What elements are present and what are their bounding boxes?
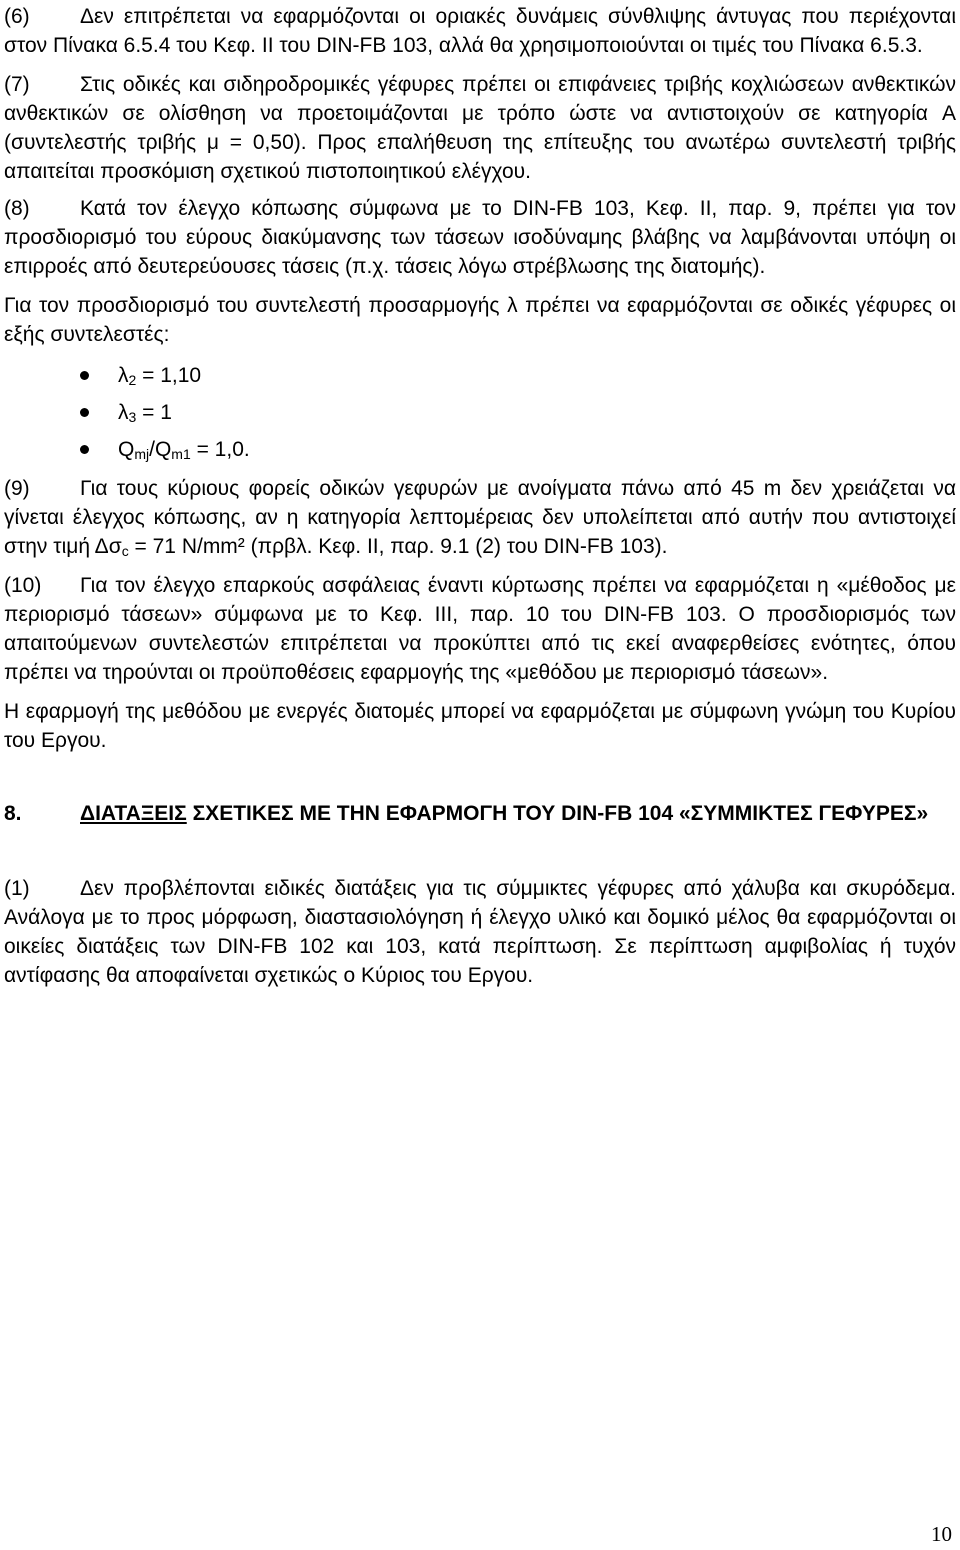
paragraph-text: Δεν προβλέπονται ειδικές διατάξεις για τις σύμμικτες γέφυρες από χάλυβα και σκυρόδεμα. Ανάλογα με το προς μόρφωση, διαστασιολόγηση ή έλεγχο υλικό και δομικό μέλος θα εφαρμόζονται οι οικείες διατάξεις των DIN-FB 102 και 103, κατά περίπτωση. Σε περίπτωση αμφιβολίας ή τυχόν αντίφασης θα αποφαίνεται σχετικώς ο Κύριος του Εργου. (4, 877, 956, 987)
paragraph-text: Κατά τον έλεγχο κόπωσης σύμφωνα με το DIN-FB 103, Κεφ. II, παρ. 9, πρέπει για τον προσδιορισμό του εύρους διακύμανσης των τάσεων ισοδύναμης βλάβης να λαμβάνονται υπόψη οι επιρροές από δευτερεύουσες τάσεις (π.χ. τάσεις λόγω στρέβλωσης της διατομής). (4, 197, 956, 278)
symbol: Q (118, 438, 135, 461)
value: = 1,10 (136, 364, 202, 387)
paragraph-number: (6) (4, 5, 30, 28)
bullet-icon (80, 445, 89, 454)
paragraph-number: (10) (4, 574, 42, 597)
paragraph-effective-sections: Η εφαρμογή της μεθόδου με ενεργές διατομές μπορεί να εφαρμόζεται με σύμφωνη γνώμη του Κυρίου του Εργου. (4, 700, 956, 752)
paragraph-number: (1) (4, 877, 30, 900)
subscript: c (121, 543, 129, 559)
bullet-icon (80, 371, 89, 380)
paragraph-text: Στις οδικές και σιδηροδρομικές γέφυρες πρέπει οι επιφάνειες τριβής κοχλιώσεων ανθεκτικών ανθεκτικών σε ολίσθηση να προετοιμάζονται με τρόπο ώστε να αντιστοιχούν σε κατηγορία A (συντελεστής τριβής μ = 0,50). Προς επαλήθευση της επίτευξης του ανωτέρω συντελεστή τριβής απαιτείται προσκόμιση σχετικού πιστοποιητικού ελέγχου. (4, 73, 956, 183)
paragraph-8 (4, 194, 956, 281)
subscript: 2 (128, 372, 137, 388)
list-item (4, 431, 956, 468)
paragraph-composite-1 (4, 874, 956, 990)
section-title-rest: ΣΧΕΤΙΚΕΣ ΜΕ ΤΗΝ ΕΦΑΡΜΟΓΗ ΤΟΥ DIN-FB 104 «ΣΥΜΜΙΚΤΕΣ ΓΕΦΥΡΕΣ» (186, 802, 929, 825)
symbol: λ (118, 364, 129, 387)
paragraph-text: Για τον έλεγχο επαρκούς ασφάλειας έναντι κύρτωσης πρέπει να εφαρμόζεται η «μέθοδος με περιορισμό τάσεων» σύμφωνα με το Κεφ. III, παρ. 10 του DIN-FB 103. Ο προσδιορισμός των απαιτούμενων συντελεστών επιτρέπεται να προκύπτει από τις εκεί αναφερθείσες ενότητες, όπου πρέπει να τηρούνται οι προϋποθέσεις εφαρμογής της «μεθόδου με περιορισμό τάσεων». (4, 574, 956, 684)
section-title (80, 799, 956, 828)
paragraph-number: (9) (4, 477, 30, 500)
paragraph-10 (4, 571, 956, 687)
coefficient-list (4, 357, 956, 468)
list-item (4, 394, 956, 431)
section-title-underlined: ΔΙΑΤΑΞΕΙΣ (80, 802, 187, 825)
lambda-intro: Για τον προσδιορισμό του συντελεστή προσαρμογής λ πρέπει να εφαρμόζονται σε οδικές γέφυρες οι εξής συντελεστές: (4, 294, 956, 346)
value: = 1,0. (190, 438, 250, 461)
paragraph-6 (4, 2, 956, 60)
value: = 1 (136, 401, 172, 424)
symbol-mid: /Q (149, 438, 172, 461)
paragraph-number: (8) (4, 197, 30, 220)
section-number: 8. (4, 802, 22, 825)
section-heading (4, 799, 956, 828)
paragraph-text: Για τους κύριους φορείς οδικών γεφυρών με ανοίγματα πάνω από 45 m δεν χρειάζεται να γίνεται έλεγχος κόπωσης, αν η κατηγορία λεπτομέρειας δεν υπολείπεται από αυτήν που αντιστοιχεί στην τιμή Δσ (4, 477, 956, 558)
paragraph-7 (4, 70, 956, 186)
paragraph-9 (4, 474, 956, 561)
subscript: 3 (128, 409, 137, 425)
symbol: λ (118, 401, 129, 424)
page-number: 10 (931, 1522, 952, 1546)
bullet-icon (80, 408, 89, 417)
paragraph-text-tail: = 71 N/mm² (πρβλ. Κεφ. II, παρ. 9.1 (2) του DIN-FB 103). (128, 535, 668, 558)
paragraph-number: (7) (4, 73, 30, 96)
subscript: mj (134, 446, 150, 462)
subscript: m1 (171, 446, 191, 462)
paragraph-text: Δεν επιτρέπεται να εφαρμόζονται οι οριακές δυνάμεις σύνθλιψης άντυγας που περιέχονται στον Πίνακα 6.5.4 του Κεφ. II του DIN-FB 103, αλλά θα χρησιμοποιούνται οι τιμές του Πίνακα 6.5.3. (4, 5, 956, 57)
list-item (4, 357, 956, 394)
